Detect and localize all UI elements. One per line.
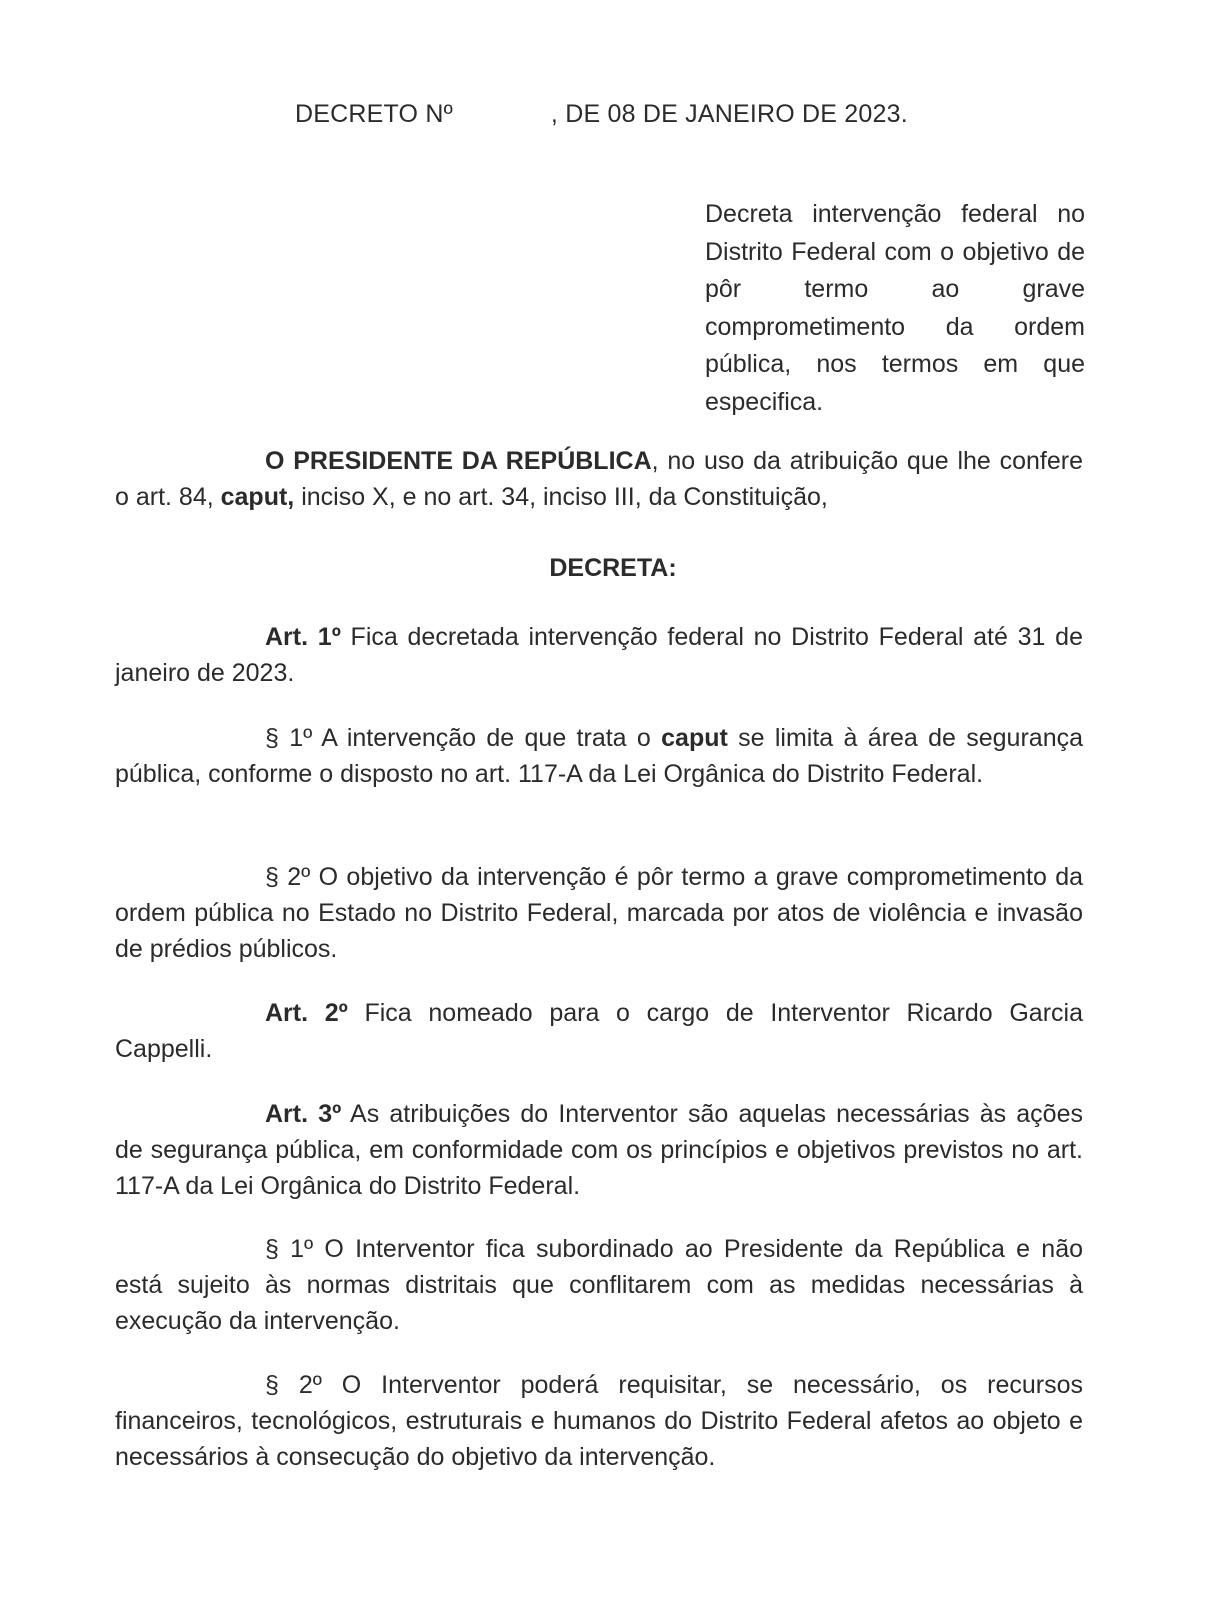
article-3: [115, 1096, 1083, 1204]
preamble-text-1: , no uso da atribuição que lhe confere o art. 84,: [115, 447, 1083, 511]
decree-number-prefix: DECRETO Nº: [295, 100, 453, 128]
decree-summary: Decreta intervenção federal no Distrito Federal com o objetivo de pôr termo ao grave comprometimento da ordem pública, nos termos em que especifica.: [705, 200, 1085, 416]
article-1-paragraph-1-caput: caput: [661, 724, 728, 752]
article-1-paragraph-1-label: § 1º: [265, 724, 313, 752]
article-3-paragraph-2-text: O Interventor poderá requisitar, se necessário, os recursos financeiros, tecnológicos, estruturais e humanos do Distrito Federal afetos ao objeto e necessários à consecução do objetivo da intervenção.: [115, 1371, 1083, 1471]
preamble-authority: O PRESIDENTE DA REPÚBLICA: [265, 447, 652, 475]
article-1-paragraph-1: [115, 720, 1083, 792]
decreta-heading: DECRETA:: [549, 554, 677, 582]
article-1-paragraph-1-text-2: se limita à área de segurança pública, conforme o disposto no art. 117-A da Lei Orgânica do Distrito Federal.: [115, 724, 1083, 788]
article-1-paragraph-2-text: O objetivo da intervenção é pôr termo a grave comprometimento da ordem pública no Estado no Distrito Federal, marcada por atos de violência e invasão de prédios públicos.: [115, 863, 1084, 963]
article-3-text: As atribuições do Interventor são aquelas necessárias às ações de segurança pública, em conformidade com os princípios e objetivos previstos no art. 117-A da Lei Orgânica do Distrito Federal.: [115, 1100, 1083, 1200]
decree-date: , DE 08 DE JANEIRO DE 2023.: [550, 100, 908, 128]
article-1-paragraph-2: [115, 859, 1083, 967]
article-3-paragraph-2-label: § 2º: [265, 1371, 322, 1399]
article-3-paragraph-1-text: O Interventor fica subordinado ao Presidente da República e não está sujeito às normas distritais que conflitarem com as medidas necessárias à execução da intervenção.: [115, 1235, 1083, 1335]
article-1-paragraph-2-label: § 2º: [265, 863, 311, 891]
article-2: [115, 995, 1083, 1067]
article-3-paragraph-2: [115, 1367, 1083, 1475]
article-1-paragraph-1-text-1: A intervenção de que trata o: [312, 724, 662, 752]
preamble-text-2: inciso X, e no art. 34, inciso III, da Constituição,: [294, 483, 828, 511]
article-2-label: Art. 2º: [265, 999, 348, 1027]
decree-title: [295, 100, 908, 129]
article-2-text: Fica nomeado para o cargo de Interventor Ricardo Garcia Cappelli.: [115, 999, 1083, 1063]
preamble-caput: caput,: [220, 483, 295, 511]
preamble-paragraph: [115, 443, 1083, 515]
article-1-text: Fica decretada intervenção federal no Distrito Federal até 31 de janeiro de 2023.: [115, 623, 1083, 687]
article-3-paragraph-1-label: § 1º: [265, 1235, 314, 1263]
article-1: [115, 619, 1083, 691]
article-3-label: Art. 3º: [265, 1100, 342, 1128]
article-3-paragraph-1: [115, 1231, 1083, 1339]
article-1-label: Art. 1º: [265, 623, 341, 651]
